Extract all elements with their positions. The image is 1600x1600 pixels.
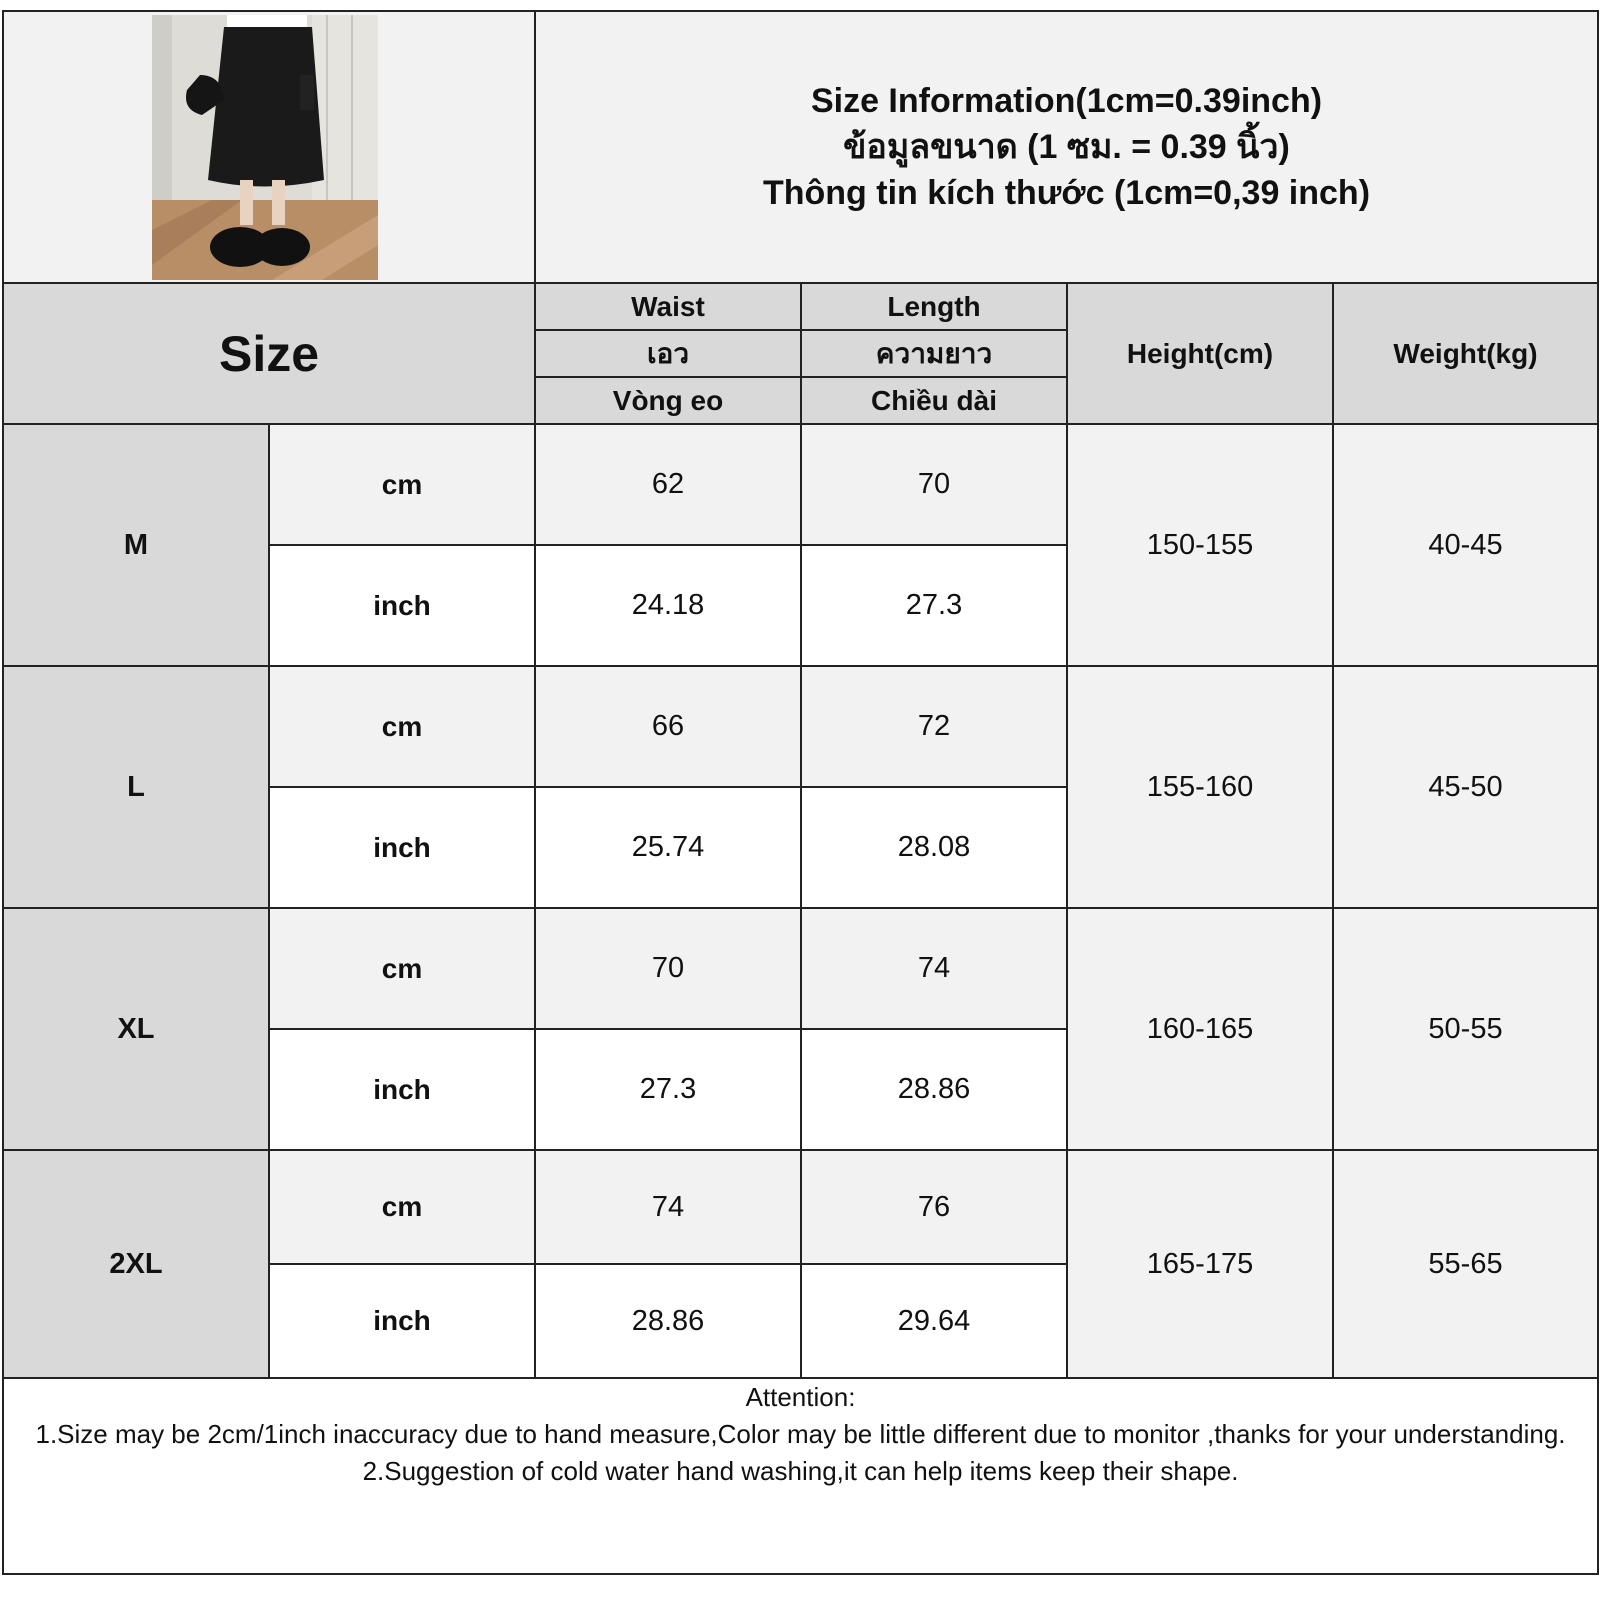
length-cm: 70 [801, 424, 1067, 545]
waist-header-th: เอว [535, 330, 801, 377]
size-label: XL [3, 908, 269, 1150]
waist-cm: 62 [535, 424, 801, 545]
weight-range: 55-65 [1333, 1150, 1598, 1378]
height-range: 160-165 [1067, 908, 1333, 1150]
unit-inch: inch [269, 545, 535, 666]
size-info-title-th: ข้อมูลขนาด (1 ซม. = 0.39 นิ้ว) [843, 128, 1290, 166]
unit-cm: cm [269, 424, 535, 545]
height-range: 150-155 [1067, 424, 1333, 666]
attention-line-2: 2.Suggestion of cold water hand washing,it can help items keep their shape. [362, 1456, 1239, 1486]
height-range: 155-160 [1067, 666, 1333, 908]
length-inch: 27.3 [801, 545, 1067, 666]
product-photo-cell [3, 11, 535, 283]
height-header: Height(cm) [1067, 283, 1333, 424]
length-inch: 29.64 [801, 1264, 1067, 1378]
waist-header-vi: Vòng eo [535, 377, 801, 424]
unit-inch: inch [269, 1264, 535, 1378]
length-header-vi: Chiều dài [801, 377, 1067, 424]
length-cm: 76 [801, 1150, 1067, 1264]
waist-header-en: Waist [535, 283, 801, 330]
length-cm: 74 [801, 908, 1067, 1029]
size-label: 2XL [3, 1150, 269, 1378]
table-row [3, 908, 1598, 1029]
unit-cm: cm [269, 908, 535, 1029]
weight-range: 45-50 [1333, 666, 1598, 908]
waist-inch: 24.18 [535, 545, 801, 666]
length-header-th: ความยาว [801, 330, 1067, 377]
unit-inch: inch [269, 787, 535, 908]
attention-line-1: 1.Size may be 2cm/1inch inaccuracy due to hand measure,Color may be little different due to monitor ,thanks for your understanding. [35, 1419, 1566, 1449]
waist-cm: 74 [535, 1150, 801, 1264]
length-cm: 72 [801, 666, 1067, 787]
size-chart [2, 10, 1597, 1595]
table-row [3, 666, 1598, 787]
waist-cm: 66 [535, 666, 801, 787]
waist-inch: 25.74 [535, 787, 801, 908]
attention-title: Attention: [745, 1382, 856, 1412]
size-table [2, 10, 1599, 1575]
unit-cm: cm [269, 1150, 535, 1264]
table-row [3, 424, 1598, 545]
length-inch: 28.08 [801, 787, 1067, 908]
waist-inch: 28.86 [535, 1264, 801, 1378]
attention-notes [3, 1378, 1598, 1574]
weight-range: 40-45 [1333, 424, 1598, 666]
size-label: M [3, 424, 269, 666]
size-info-title-en: Size Information(1cm=0.39inch) [810, 82, 1323, 120]
height-range: 165-175 [1067, 1150, 1333, 1378]
size-header: Size [3, 283, 535, 424]
size-info-title-vi: Thông tin kích thước (1cm=0,39 inch) [762, 174, 1371, 212]
size-info-title-cell [535, 11, 1598, 283]
weight-range: 50-55 [1333, 908, 1598, 1150]
unit-inch: inch [269, 1029, 535, 1150]
unit-cm: cm [269, 666, 535, 787]
length-header-en: Length [801, 283, 1067, 330]
product-photo [152, 15, 378, 280]
size-label: L [3, 666, 269, 908]
table-row [3, 1150, 1598, 1264]
weight-header: Weight(kg) [1333, 283, 1598, 424]
length-inch: 28.86 [801, 1029, 1067, 1150]
waist-inch: 27.3 [535, 1029, 801, 1150]
waist-cm: 70 [535, 908, 801, 1029]
